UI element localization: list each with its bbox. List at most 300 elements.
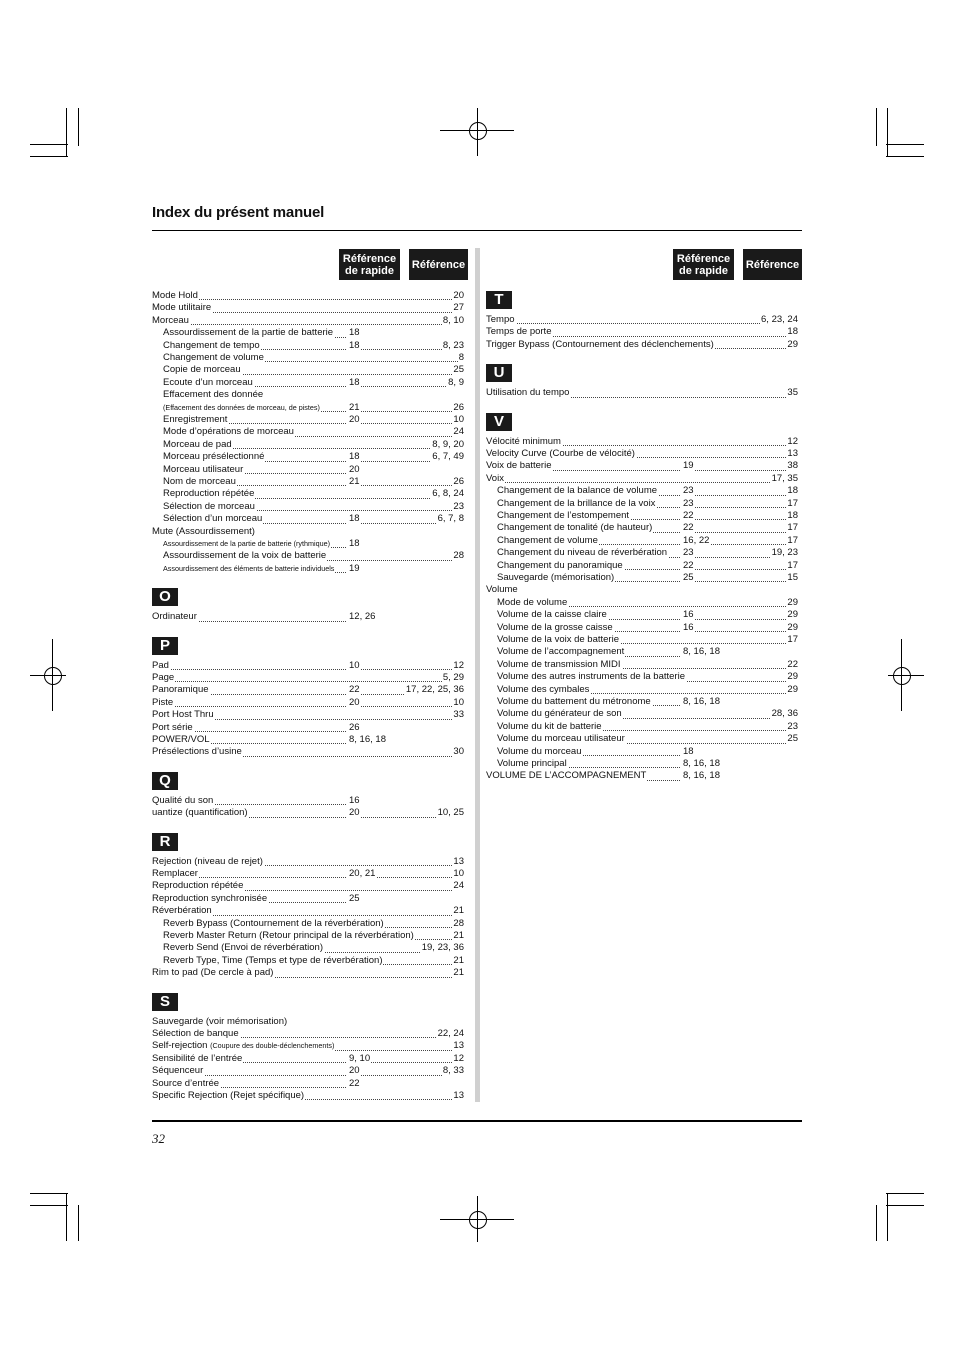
entry-label: [163, 501, 256, 513]
index-subentry: [497, 622, 798, 634]
entry-text: Réverbération: [152, 905, 212, 917]
index-entry: [486, 436, 798, 448]
entry-label: [163, 488, 255, 500]
leader-dots: [349, 410, 462, 412]
entry-text: Rejection (niveau de rejet): [152, 855, 263, 867]
entry-label: [497, 498, 656, 510]
entry-text: Ordinateur: [152, 611, 197, 623]
entry-label: [163, 340, 261, 352]
entry-label: [152, 315, 190, 327]
entry-text: Tempo: [486, 314, 515, 325]
reference-page: 21: [453, 967, 464, 979]
reference-page: 13: [453, 1040, 464, 1052]
index-subentry: [497, 498, 798, 510]
reference-page: 25: [787, 733, 798, 745]
quick-reference-page: 20: [349, 807, 360, 819]
entry-label: [152, 893, 268, 905]
entry-label: [163, 327, 334, 339]
reference-page: 5, 29: [442, 672, 464, 683]
entry-label: [152, 290, 199, 302]
index-entry: [152, 795, 464, 807]
entry-label: [163, 352, 265, 364]
quick-reference-page: 26: [349, 721, 360, 733]
entry-text: Changement de l’estompement: [497, 510, 630, 521]
entry-text: Reproduction synchronisée: [152, 892, 268, 904]
leader-dots: [683, 494, 796, 496]
reference-page: 8, 10: [442, 314, 464, 326]
entry-text: Changement de la balance de volume: [497, 485, 658, 497]
entry-text: Assourdissement des éléments de batterie individuels: [163, 563, 335, 573]
quick-reference-page: 8, 16, 18: [349, 734, 386, 745]
quick-reference-page: 10: [349, 659, 360, 671]
leader-dots: [683, 518, 796, 520]
entry-label: [152, 1078, 220, 1090]
reference-page: 38: [787, 460, 798, 472]
leader-dots: [152, 668, 346, 670]
section-letter-u: U: [486, 364, 512, 382]
index-subentry: [163, 513, 464, 525]
entry-label: [152, 868, 199, 880]
entry-label: [163, 513, 263, 525]
index-subentry: [163, 550, 464, 562]
entry-text: Changement du niveau de réverbération: [497, 547, 668, 559]
entry-label: [163, 930, 415, 942]
entry-label: [163, 414, 228, 426]
leader-dots: [683, 630, 796, 632]
index-entry: [152, 660, 464, 672]
quick-reference-page: 21: [349, 401, 360, 413]
entry-label: [497, 684, 590, 696]
quick-reference-page: 22: [349, 684, 360, 696]
reference-page: 13: [787, 448, 798, 459]
index-subentry: [163, 439, 464, 451]
leader-dots: [152, 680, 462, 682]
entry-text: Temps de porte: [486, 326, 552, 338]
crop-mark: [886, 144, 924, 145]
reference-page: 8: [458, 352, 464, 363]
crop-mark: [66, 108, 67, 156]
entry-label: [163, 439, 233, 451]
entry-label: [486, 584, 519, 596]
reference-page: 12: [453, 659, 464, 671]
quick-reference-page: 18: [683, 745, 694, 757]
index-entry: [152, 967, 464, 979]
index-entry: [152, 880, 464, 892]
index-entry: [152, 315, 464, 327]
index-subentry: [497, 696, 798, 708]
leader-dots: [349, 484, 462, 486]
index-subentry: [163, 955, 464, 967]
entry-text: Changement de tonalité (de hauteur): [497, 522, 653, 534]
entry-label: [152, 709, 215, 721]
entry-label: [152, 1028, 240, 1040]
entry-text: Morceau utilisateur: [163, 463, 244, 475]
entry-text: Volume du générateur de son: [497, 708, 622, 720]
entry-text: Volume de l’accompagnement: [497, 646, 625, 658]
entry-label: [486, 448, 636, 460]
leader-dots: [486, 481, 796, 483]
entry-label: [163, 955, 383, 967]
quick-reference-page: 9, 10: [349, 1052, 371, 1064]
quick-reference-page: 25: [683, 572, 694, 583]
entry-label: [486, 770, 647, 782]
section-letter-s: S: [152, 993, 178, 1011]
quick-reference-page: 22: [683, 510, 694, 521]
index-entry: [152, 672, 464, 684]
entry-label: [152, 1040, 335, 1052]
title-rule: [152, 230, 802, 231]
reference-page: 22, 24: [437, 1028, 464, 1039]
reference-page: 8, 9, 20: [432, 438, 464, 450]
entry-label: [163, 377, 254, 389]
entry-text: Sélection de banque: [152, 1028, 239, 1039]
leader-dots: [683, 580, 796, 582]
entry-label: [152, 856, 264, 868]
entry-label: [163, 389, 264, 401]
reference-page: 15: [787, 572, 798, 583]
entry-label: [497, 560, 624, 572]
quick-reference-page: 16: [683, 621, 694, 633]
index-entry: [152, 526, 464, 538]
index-subentry: [497, 746, 798, 758]
entry-text: Reverb Bypass (Contournement de la réverbération): [163, 917, 384, 929]
reference-page: 6, 8, 24: [432, 488, 464, 500]
entry-text: Page: [152, 672, 175, 683]
entry-text: VOLUME DE L’ACCOMPAGNEMENT: [486, 770, 647, 782]
quick-reference-page: 19: [349, 562, 360, 574]
index-subentry: [497, 758, 798, 770]
reference-page: 8, 33: [442, 1065, 464, 1077]
index-entry: [152, 893, 464, 905]
entry-label: [163, 364, 242, 376]
entry-text: Volume de transmission MIDI: [497, 658, 621, 670]
index-subentry: [497, 485, 798, 497]
reference-page: 17: [787, 522, 798, 534]
entry-label: [152, 697, 174, 709]
entry-text: Velocity Curve (Courbe de vélocité): [486, 448, 635, 459]
crop-mark: [876, 108, 877, 146]
index-subentry: [163, 538, 464, 550]
entry-text: Séquenceur: [152, 1065, 204, 1077]
entry-text: Reproduction répétée: [152, 880, 244, 892]
reference-page: 13: [453, 1090, 464, 1101]
entry-label: [152, 1053, 243, 1065]
entry-label: [497, 485, 658, 497]
index-entry: [486, 473, 798, 485]
index-subentry: [497, 684, 798, 696]
quick-reference-page: 23: [683, 485, 694, 497]
index-subentry: [497, 671, 798, 683]
crop-mark: [30, 156, 68, 157]
index-entry: [152, 1078, 464, 1090]
entry-text: Reverb Master Return (Retour principal de la réverbération): [163, 930, 414, 941]
entry-text: Volume de la grosse caisse: [497, 621, 613, 633]
reference-page: 17: [787, 559, 798, 571]
entry-text: Mode de volume: [497, 596, 568, 608]
index-entry: [486, 326, 798, 338]
entry-text: Assourdissement de la partie de batterie: [163, 327, 334, 339]
leader-dots: [683, 568, 796, 570]
quick-reference-page: 23: [683, 547, 694, 559]
entry-text: Sauvegarde (voir mémorisation): [152, 1015, 288, 1027]
entry-text: Nom de morceau: [163, 476, 236, 487]
registration-mark: [469, 122, 487, 140]
entry-text: Sélection de morceau: [163, 500, 255, 512]
reference-page: 22: [787, 658, 798, 670]
entry-text: Qualité du son: [152, 794, 214, 806]
index-subentry: [163, 501, 464, 513]
crop-mark: [78, 1205, 79, 1241]
index-entry: [152, 709, 464, 721]
index-entry: [152, 1040, 464, 1052]
entry-text: Ecoute d’un morceau: [163, 376, 253, 388]
entry-text: Remplacer: [152, 868, 198, 879]
index-entry: [152, 611, 464, 623]
leader-dots: [152, 705, 346, 707]
entry-label: [163, 426, 295, 438]
entry-text: Changement de tempo: [163, 339, 260, 351]
entry-text: Source d’entrée: [152, 1077, 220, 1089]
quick-reference-page: 8, 16, 18: [683, 770, 720, 782]
reference-page: 28: [453, 550, 464, 562]
entry-label: [497, 721, 603, 733]
reference-page: 21: [453, 954, 464, 966]
entry-subtext: (Coupure des double-déclenchements): [210, 1041, 335, 1051]
entry-label: [152, 967, 274, 979]
entry-text: Changement de la brillance de la voix: [497, 497, 656, 509]
crop-mark: [886, 1193, 924, 1194]
header-quick-label: Référence de rapide: [676, 252, 731, 277]
leader-dots: [349, 705, 462, 707]
leader-dots: [683, 618, 796, 620]
reference-page: 17: [787, 497, 798, 509]
entry-text: Vélocité minimum: [486, 435, 561, 447]
entry-text: Voix: [486, 472, 504, 484]
crop-mark: [876, 1205, 877, 1241]
reference-page: 29: [787, 338, 798, 350]
entry-text: Assourdissement de la partie de batterie (rythmique): [163, 539, 330, 548]
index-subentry: [497, 646, 798, 658]
reference-page: 20: [453, 290, 464, 301]
index-subentry: [163, 364, 464, 376]
index-subentry: [497, 659, 798, 671]
index-subentry: [163, 389, 464, 401]
entry-text: POWER/VOL: [152, 734, 210, 745]
index-entry: [152, 684, 464, 696]
reference-page: 18: [787, 510, 798, 521]
reference-page: 28, 36: [771, 708, 798, 720]
reference-page: 18: [787, 485, 798, 497]
quick-reference-page: 8, 16, 18: [683, 758, 720, 769]
reference-page: 29: [787, 609, 798, 621]
entry-label: [152, 684, 210, 696]
entry-label: [497, 733, 626, 745]
entry-label: [486, 314, 516, 326]
header-reference-label: Référence: [411, 258, 466, 271]
entry-label: [497, 609, 608, 621]
entry-label: [163, 550, 327, 562]
entry-label: [163, 402, 321, 414]
reference-page: 13: [453, 855, 464, 867]
header-quick-reference: [339, 249, 400, 280]
entry-text: Reverb Send (Envoi de réverbération): [163, 942, 324, 954]
quick-reference-page: 8, 16, 18: [683, 646, 720, 658]
entry-text: Mode Hold: [152, 290, 198, 301]
crop-mark: [66, 1193, 67, 1241]
reference-page: 26: [453, 401, 464, 413]
index-subentry: [163, 352, 464, 364]
index-entry: [152, 302, 464, 314]
quick-reference-page: 20, 21: [349, 868, 376, 879]
entry-text: Utilisation du tempo: [486, 387, 570, 399]
reference-page: 35: [787, 387, 798, 399]
entry-text: Mode utilitaire: [152, 302, 212, 314]
registration-mark: [44, 667, 62, 685]
index-entry: [486, 387, 798, 399]
leader-dots: [349, 385, 462, 387]
index-entry: [152, 868, 464, 880]
reference-page: 29: [787, 671, 798, 683]
entry-text: Morceau de pad: [163, 438, 232, 450]
entry-text: Volume du kit de batterie: [497, 720, 602, 732]
index-entry: [486, 460, 798, 472]
reference-page: 6, 7, 8: [437, 513, 464, 525]
entry-label: [163, 918, 385, 930]
entry-text: Volume de la caisse claire: [497, 609, 607, 621]
quick-reference-page: 25: [349, 892, 360, 904]
entry-label: [163, 563, 335, 575]
entry-text: Changement du panoramique: [497, 559, 623, 571]
entry-text: Présélections d’usine: [152, 746, 242, 758]
reference-page: 27: [453, 302, 464, 314]
reference-page: 17: [787, 634, 798, 645]
registration-mark: [469, 1211, 487, 1229]
index-entry: [152, 1028, 464, 1040]
quick-reference-page: 18: [349, 339, 360, 351]
index-subentry: [163, 918, 464, 930]
index-subentry: [497, 733, 798, 745]
index-entry: [152, 697, 464, 709]
entry-text: Volume des autres instruments de la batterie: [497, 671, 685, 683]
index-entry: [152, 722, 464, 734]
section-letter-v: V: [486, 413, 512, 431]
column-divider: [475, 248, 480, 1102]
reference-page: 10: [453, 868, 464, 879]
page-title: Index du présent manuel: [152, 204, 325, 221]
entry-text: Enregistrement: [163, 414, 228, 425]
quick-reference-page: 21: [349, 476, 360, 487]
index-entry: [152, 856, 464, 868]
entry-label: [486, 436, 562, 448]
entry-text: Volume des cymbales: [497, 683, 590, 695]
entry-label: [486, 473, 505, 485]
entry-text: Specific Rejection (Rejet spécifique): [152, 1090, 305, 1101]
entry-text: Volume du morceau: [497, 745, 582, 757]
entry-label: [497, 597, 568, 609]
bottom-rule: [152, 1120, 802, 1122]
reference-page: 29: [787, 596, 798, 608]
entry-label: [152, 807, 249, 819]
index-entry: [152, 734, 464, 746]
index-subentry: [163, 476, 464, 488]
index-subentry: [163, 464, 464, 476]
entry-text: Volume: [486, 584, 518, 596]
reference-page: 18: [787, 326, 798, 338]
quick-reference-page: 20: [349, 414, 360, 425]
quick-reference-page: 16: [683, 609, 694, 621]
index-subentry: [163, 340, 464, 352]
quick-reference-page: 20: [349, 463, 360, 475]
index-subentry: [163, 563, 464, 575]
reference-page: 10: [453, 696, 464, 708]
registration-mark: [893, 667, 911, 685]
entry-label: [497, 758, 568, 770]
reference-page: 25: [453, 364, 464, 376]
section-letter-p: P: [152, 637, 178, 655]
index-subentry: [497, 560, 798, 572]
entry-text: Piste: [152, 696, 174, 708]
reference-page: 10, 25: [437, 807, 464, 819]
quick-reference-page: 18: [349, 538, 360, 549]
reference-page: 12: [453, 1052, 464, 1064]
leader-dots: [683, 506, 796, 508]
index-entry: [486, 584, 798, 596]
header-reference: [743, 249, 802, 280]
index-subentry: [497, 522, 798, 534]
reference-page: 8, 9: [448, 376, 464, 388]
entry-text: Reverb Type, Time (Temps et type de réverbération): [163, 954, 383, 966]
index-entry: [152, 290, 464, 302]
crop-mark: [887, 108, 888, 156]
index-subentry: [163, 327, 464, 339]
leader-dots: [683, 531, 796, 533]
entry-label: [152, 672, 175, 684]
index-subentry: [163, 942, 464, 954]
index-subentry: [497, 510, 798, 522]
quick-reference-page: 22: [683, 559, 694, 571]
crop-mark: [30, 1205, 68, 1206]
leader-dots: [486, 322, 796, 324]
index-subentry: [497, 609, 798, 621]
header-reference-label: Référence: [745, 258, 800, 271]
reference-page: 26: [453, 476, 464, 487]
quick-reference-page: 20: [349, 1065, 360, 1077]
leader-dots: [152, 323, 462, 325]
reference-page: 17: [787, 534, 798, 546]
entry-text: Sauvegarde (mémorisation): [497, 572, 615, 583]
index-entry: [152, 1053, 464, 1065]
section-letter-q: Q: [152, 772, 178, 790]
index-entry: [152, 1090, 464, 1102]
entry-text: Sélection d’un morceau: [163, 513, 263, 525]
entry-label: [163, 538, 331, 550]
index-entry: [152, 807, 464, 819]
entry-label: [497, 708, 623, 720]
entry-text: Panoramique: [152, 684, 209, 696]
leader-dots: [349, 422, 462, 424]
entry-text: Assourdissement de la voix de batterie: [163, 550, 327, 562]
entry-label: [497, 547, 668, 559]
crop-mark: [30, 1193, 68, 1194]
entry-label: [152, 302, 212, 314]
index-entry: [486, 339, 798, 351]
entry-label: [152, 660, 170, 672]
entry-label: [152, 1065, 204, 1077]
quick-reference-page: 16: [349, 794, 360, 806]
entry-text: Port série: [152, 721, 193, 733]
quick-reference-page: 23: [683, 497, 694, 509]
entry-label: [497, 634, 620, 646]
